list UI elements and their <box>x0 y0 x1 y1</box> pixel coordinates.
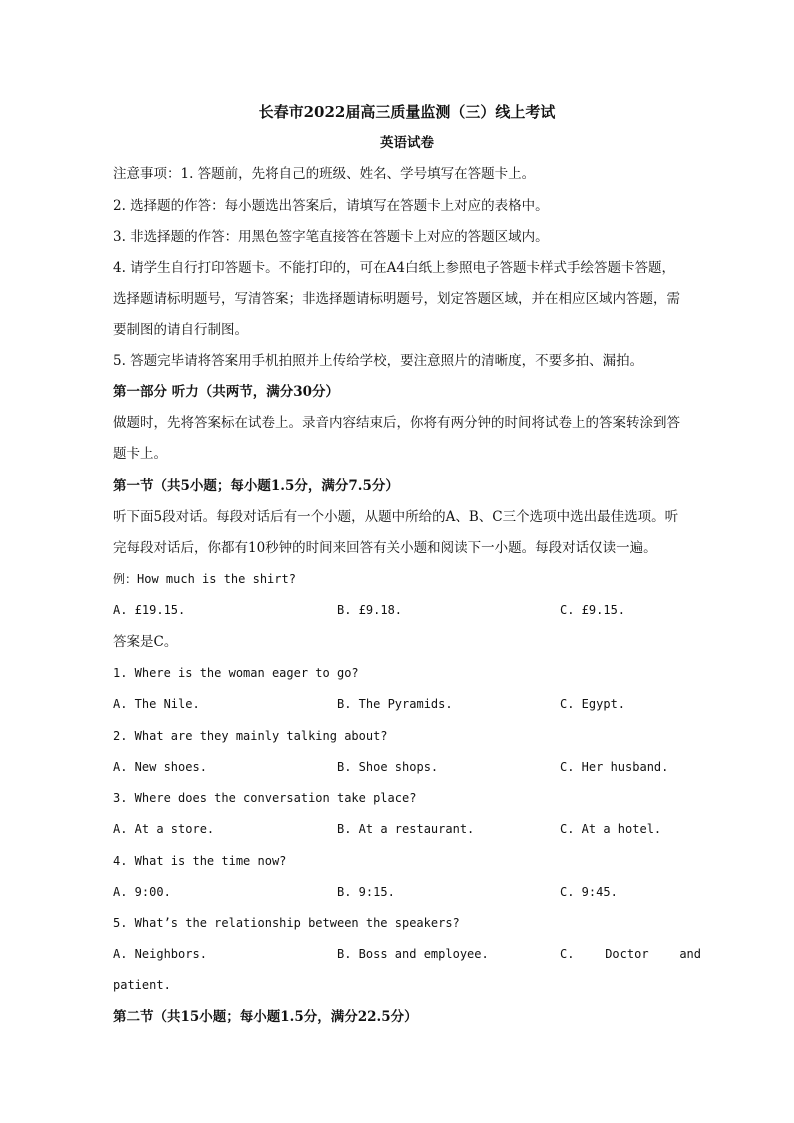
question-5-option-b: B. Boss and employee. <box>337 947 489 961</box>
question-3-option-c: C. At a hotel. <box>560 822 662 836</box>
question-4-option-c: C. 9:45. <box>560 885 618 899</box>
question-3-options <box>113 819 701 839</box>
section2-heading: 第二节（共15小题；每小题1.5分，满分22.5分） <box>113 1009 418 1025</box>
question-3-option-b: B. At a restaurant. <box>337 822 475 836</box>
question-1-option-a: A. The Nile. <box>113 697 200 711</box>
question-4-options <box>113 882 701 902</box>
example-option-a: A. £19.15. <box>113 603 186 617</box>
question-5-option-c-word-2: and <box>679 947 701 961</box>
question-3: 3. Where does the conversation take place? <box>113 791 417 805</box>
question-5-option-c-continued: patient. <box>113 978 171 992</box>
question-2-options <box>113 757 701 777</box>
question-4: 4. What is the time now? <box>113 854 287 868</box>
exam-subtitle: 英语试卷 <box>380 135 434 151</box>
question-2: 2. What are they mainly talking about? <box>113 729 388 743</box>
example-option-b: B. £9.18. <box>337 603 403 617</box>
question-5-option-c-word-1: Doctor <box>605 947 649 961</box>
note-2: 2. 选择题的作答：每小题选出答案后，请填写在答题卡上对应的表格中。 <box>113 198 549 214</box>
section1-heading: 第一节（共5小题；每小题1.5分，满分7.5分） <box>113 478 399 494</box>
question-5-option-c <box>560 944 701 964</box>
question-3-option-a: A. At a store. <box>113 822 215 836</box>
question-5: 5. What’s the relationship between the speakers? <box>113 916 460 930</box>
exam-title: 长春市2022届高三质量监测（三）线上考试 <box>258 103 556 121</box>
example-question: 例：How much is the shirt? <box>113 572 296 586</box>
question-2-option-b: B. Shoe shops. <box>337 760 439 774</box>
question-1-options <box>113 694 701 714</box>
example-option-c: C. £9.15. <box>560 603 626 617</box>
part1-intro-line-2: 题卡上。 <box>113 446 167 462</box>
question-5-options <box>113 944 701 964</box>
section1-intro-line-2: 完每段对话后，你都有10秒钟的时间来回答有关小题和阅读下一小题。每段对话仅读一遍。 <box>113 540 657 556</box>
part1-heading: 第一部分 听力（共两节，满分30分） <box>113 384 339 400</box>
note-1: 注意事项：1. 答题前，先将自己的班级、姓名、学号填写在答题卡上。 <box>113 166 536 182</box>
note-4-line-2: 选择题请标明题号，写清答案；非选择题请标明题号，划定答题区域，并在相应区域内答题，需 <box>113 291 680 307</box>
question-1-option-c: C. Egypt. <box>560 697 626 711</box>
section1-intro-line-1: 听下面5段对话。每段对话后有一个小题，从题中所给的A、B、C三个选项中选出最佳选项。听 <box>113 509 679 525</box>
question-1-option-b: B. The Pyramids. <box>337 697 453 711</box>
question-5-option-c-letter: C. <box>560 947 575 961</box>
question-4-option-a: A. 9:00. <box>113 885 171 899</box>
question-1: 1. Where is the woman eager to go? <box>113 666 359 680</box>
example-answer: 答案是C。 <box>113 634 178 650</box>
question-2-option-c: C. Her husband. <box>560 760 669 774</box>
question-5-option-a: A. Neighbors. <box>113 947 207 961</box>
part1-intro-line-1: 做题时，先将答案标在试卷上。录音内容结束后，你将有两分钟的时间将试卷上的答案转涂到答 <box>113 415 680 431</box>
note-4-line-1: 4. 请学生自行打印答题卡。不能打印的，可在A4白纸上参照电子答题卡样式手绘答题卡答题， <box>113 260 676 276</box>
example-options <box>113 600 701 620</box>
note-4-line-3: 要制图的请自行制图。 <box>113 322 248 338</box>
note-5: 5. 答题完毕请将答案用手机拍照并上传给学校，要注意照片的清晰度，不要多拍、漏拍。 <box>113 353 644 369</box>
question-2-option-a: A. New shoes. <box>113 760 207 774</box>
question-4-option-b: B. 9:15. <box>337 885 395 899</box>
note-3: 3. 非选择题的作答：用黑色签字笔直接答在答题卡上对应的答题区域内。 <box>113 229 549 245</box>
